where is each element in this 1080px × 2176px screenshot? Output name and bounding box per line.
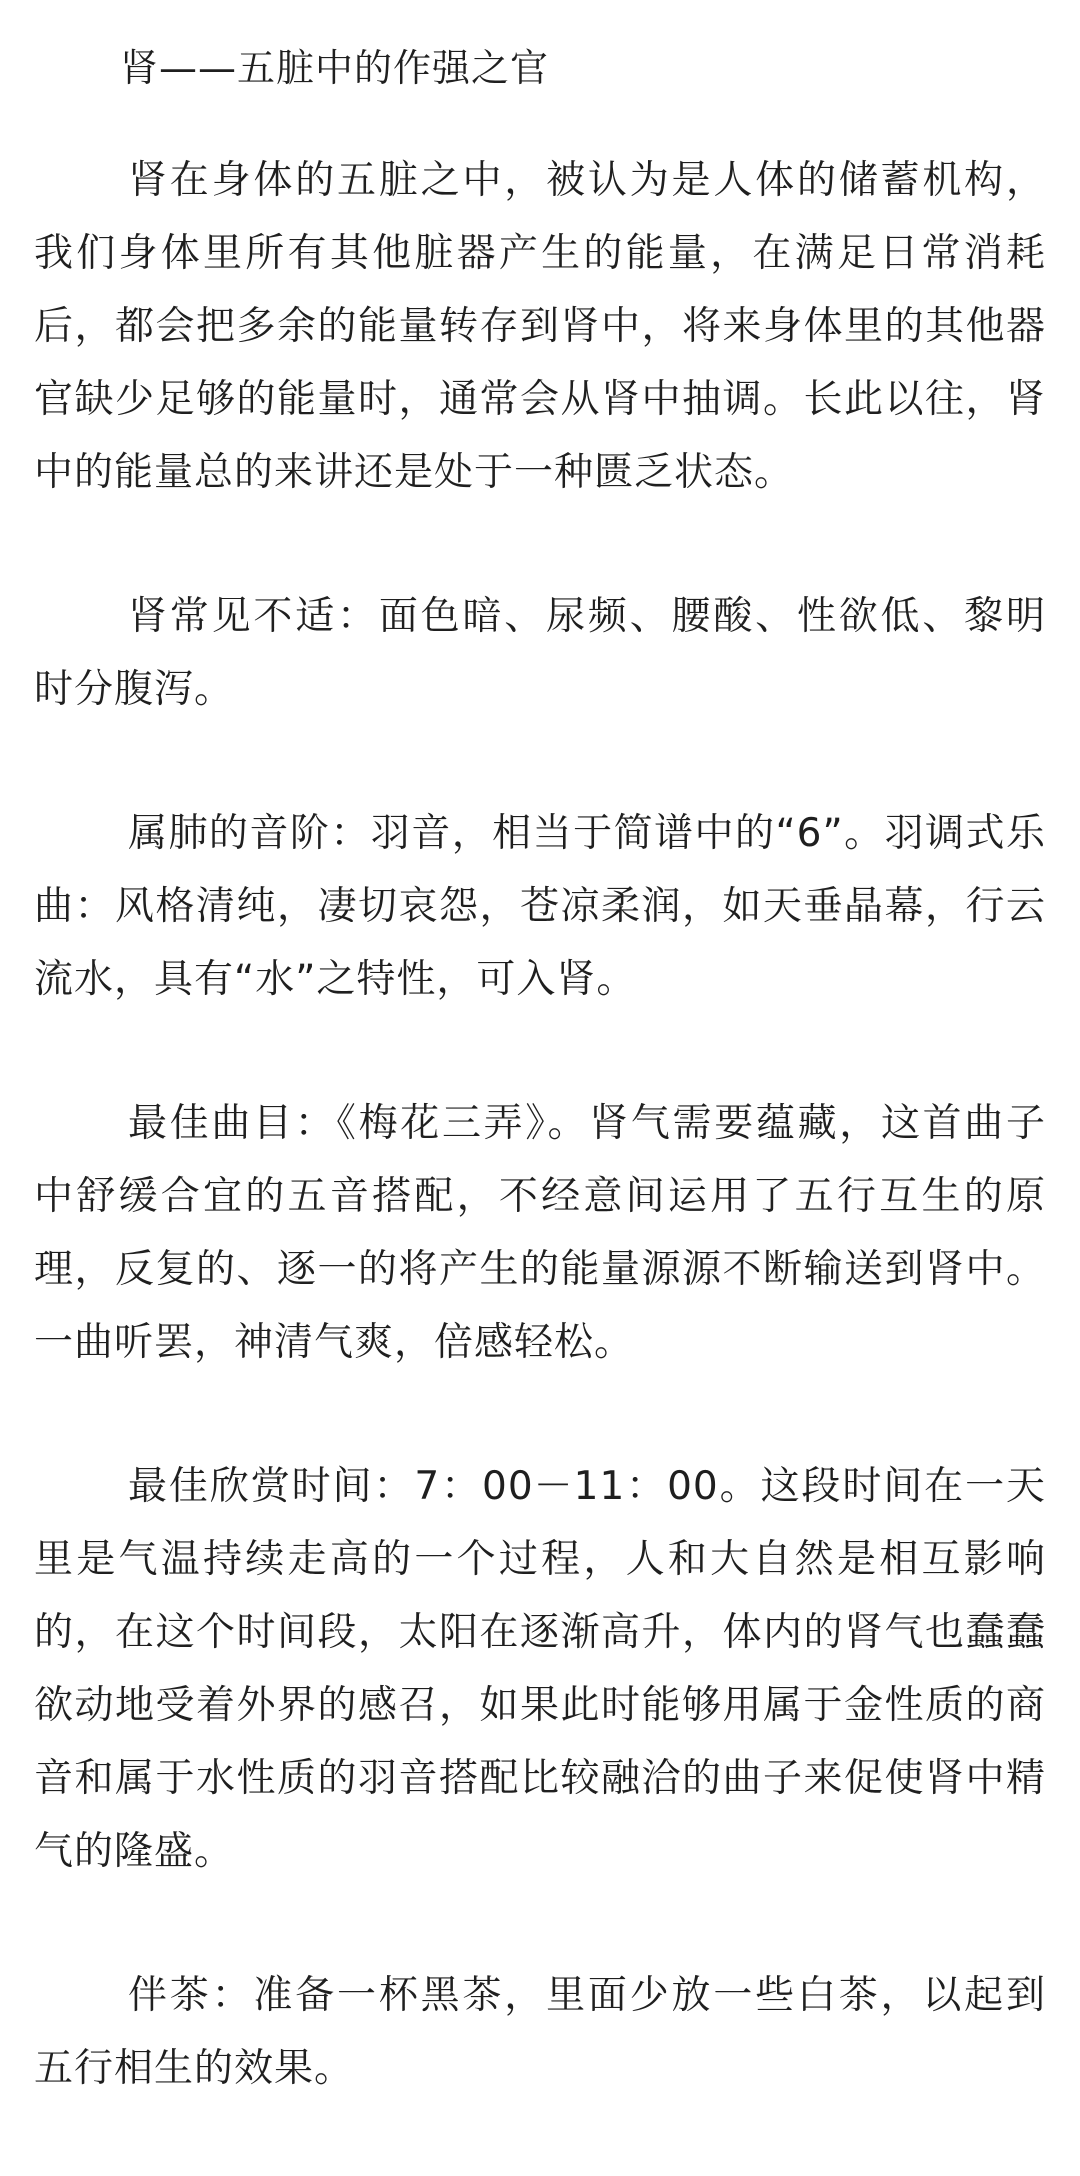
article-body bbox=[34, 30, 1046, 2176]
paragraph-common-discomfort: 肾常见不适：面色暗、尿频、腰酸、性欲低、黎明时分腹泻。 bbox=[34, 594, 1046, 712]
paragraph-kidney-intro: 肾在身体的五脏之中，被认为是人体的储蓄机构，我们身体里所有其他脏器产生的能量，在满足日常消耗后，都会把多余的能量转存到肾中，将来身体里的其他器官缺少足够的能量时，通常会从肾中抽调。长此以往，肾中的能量总的来讲还是处于一种匮乏状态。 bbox=[34, 158, 1046, 495]
paragraph-best-piece: 最佳曲目：《梅花三弄》。肾气需要蕴藏，这首曲子中舒缓合宜的五音搭配，不经意间运用了五行互生的原理，反复的、逐一的将产生的能量源源不断输送到肾中。一曲听罢，神清气爽，倍感轻松。 bbox=[34, 1101, 1046, 1365]
paragraph-tea-pairing: 伴茶：准备一杯黑茶，里面少放一些白茶，以起到五行相生的效果。 bbox=[34, 1973, 1046, 2091]
article-title: 肾——五脏中的作强之官 bbox=[120, 46, 550, 90]
paragraph-musical-scale: 属肺的音阶：羽音，相当于简谱中的“6”。羽调式乐曲：风格清纯，凄切哀怨，苍凉柔润，如天垂晶幕，行云流水，具有“水”之特性，可入肾。 bbox=[34, 811, 1046, 1002]
paragraph-best-listening-time: 最佳欣赏时间：7：00－11：00。这段时间在一天里是气温持续走高的一个过程，人和大自然是相互影响的，在这个时间段，太阳在逐渐高升，体内的肾气也蠢蠢欲动地受着外界的感召，如果此时能够用属于金性质的商音和属于水性质的羽音搭配比较融洽的曲子来促使肾中精气的隆盛。 bbox=[34, 1464, 1046, 1874]
